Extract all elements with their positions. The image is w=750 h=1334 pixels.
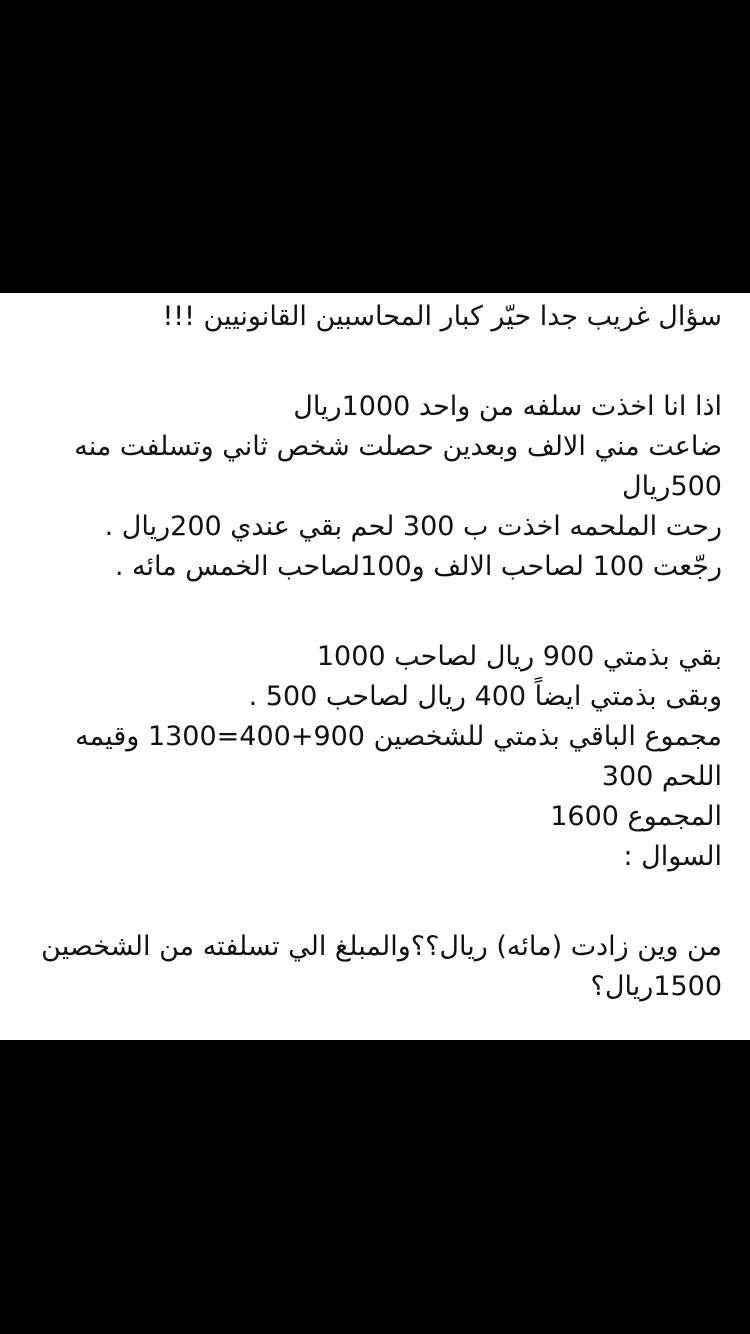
top-black-area xyxy=(0,0,750,293)
paragraph-gap xyxy=(40,877,722,927)
note-card xyxy=(0,293,750,1040)
question-line: 1500ريال؟ xyxy=(590,971,722,1002)
calc-line: اللحم 300 xyxy=(601,761,722,792)
question-line: من وين زادت (مائه) ريال؟؟والمبلغ الي تسلفته من الشخصين xyxy=(41,931,722,962)
bottom-black-area xyxy=(0,1040,750,1334)
story-line: اذا انا اخذت سلفه من واحد 1000ريال xyxy=(293,391,722,422)
calc-line: السوال : xyxy=(623,841,722,872)
story-line: ضاعت مني الالف وبعدين حصلت شخص ثاني وتسلفت منه xyxy=(74,431,722,462)
post-title: سؤال غريب جدا حيّر كبار المحاسبين القانونيين !!! xyxy=(162,301,722,332)
story-line: 500ريال xyxy=(622,471,722,502)
story-line: رحت الملحمه اخذت ب 300 لحم بقي عندي 200ريال . xyxy=(104,511,722,542)
calc-line: مجموع الباقي بذمتي للشخصين 900+400=1300 وقيمه xyxy=(75,721,722,752)
paragraph-gap xyxy=(40,587,722,637)
calc-line: بقي بذمتي 900 ريال لصاحب 1000 xyxy=(316,641,722,672)
calc-line: وبقى بذمتي ايضاً 400 ريال لصاحب 500 . xyxy=(248,681,722,712)
paragraph-gap xyxy=(40,337,722,387)
story-line: رجّعت 100 لصاحب الالف و100لصاحب الخمس مائه . xyxy=(114,551,722,582)
calc-line: المجموع 1600 xyxy=(550,801,722,832)
